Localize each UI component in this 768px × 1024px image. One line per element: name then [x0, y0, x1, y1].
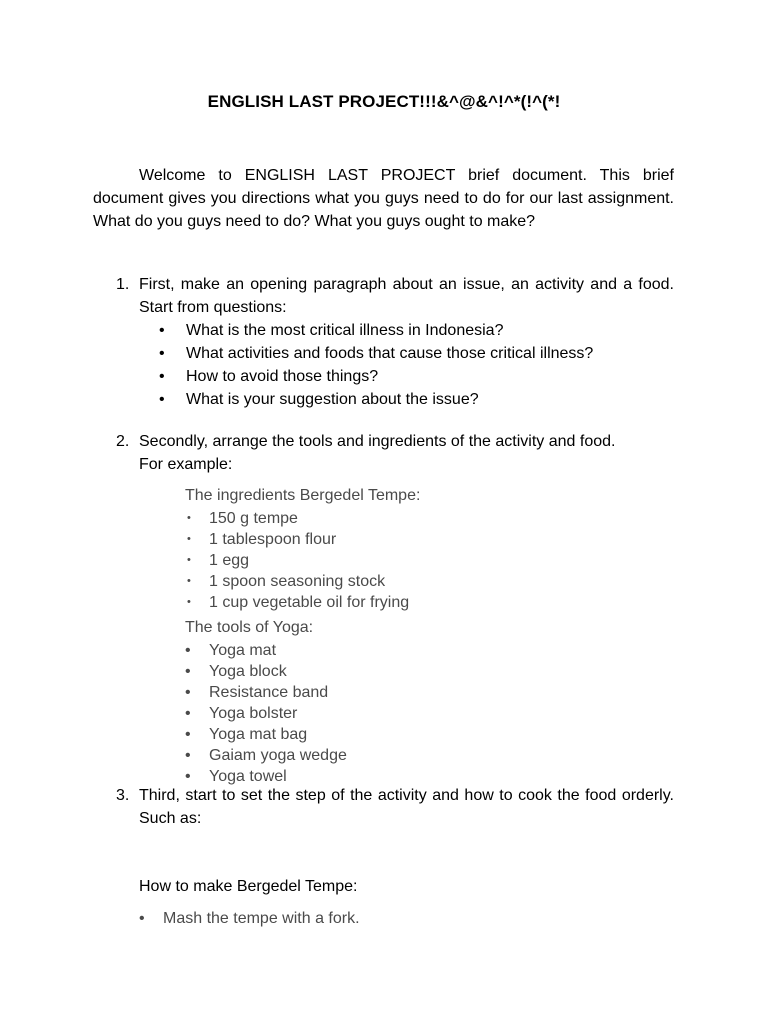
howto-heading: How to make Bergedel Tempe:: [139, 878, 358, 895]
list-item: • 1 egg: [187, 552, 250, 569]
bullet-icon: •: [187, 512, 191, 524]
bullet-icon: •: [185, 663, 191, 680]
bullet-icon: •: [159, 391, 165, 408]
list-item: • 1 spoon seasoning stock: [187, 573, 386, 590]
bullet-icon: •: [159, 345, 165, 362]
item-number: 2.: [116, 433, 130, 450]
bullet-icon: •: [187, 554, 191, 566]
bullet-icon: •: [187, 596, 191, 608]
list-item: • 1 tablespoon flour: [187, 531, 337, 548]
item-text-line: Secondly, arrange the tools and ingredients of the activity and food.: [139, 433, 616, 450]
list-item: • What is your suggestion about the issue?: [139, 388, 674, 411]
item-text: [139, 430, 674, 476]
ingredients-label: The ingredients Bergedel Tempe:: [185, 487, 421, 504]
bullet-icon: •: [139, 910, 145, 927]
bullet-icon: •: [159, 368, 165, 385]
tools-section: [185, 616, 347, 787]
bullet-icon: •: [185, 684, 191, 701]
question-list: [139, 319, 674, 411]
document-title: ENGLISH LAST PROJECT!!!&^@&^!^*(!^(*!: [207, 92, 561, 111]
item-text: Third, start to set the step of the activity and how to cook the food orderly. Such as:: [139, 787, 674, 827]
list-item: • Yoga mat bag: [185, 726, 308, 743]
item-text-line: Start from questions:: [139, 299, 287, 316]
tools-label: The tools of Yoga:: [185, 619, 314, 636]
list-item: • Yoga towel: [185, 768, 287, 785]
bullet-icon: •: [187, 533, 191, 545]
list-item: • Yoga bolster: [185, 705, 298, 722]
list-item: • Yoga block: [185, 663, 287, 680]
list-item: • Gaiam yoga wedge: [185, 747, 347, 764]
item-text-line: First, make an opening paragraph about an issue, an activity and a food.: [139, 276, 674, 293]
item-text: [139, 273, 674, 319]
bullet-icon: •: [185, 768, 191, 785]
bullet-icon: •: [185, 726, 191, 743]
bullet-icon: •: [185, 642, 191, 659]
tools-list: [185, 640, 347, 787]
step-text: Mash the tempe with a fork.: [163, 910, 360, 927]
list-item: • Yoga mat: [185, 642, 277, 659]
bullet-icon: •: [187, 575, 191, 587]
bullet-icon: •: [185, 705, 191, 722]
item-text-line: For example:: [139, 456, 233, 473]
bullet-icon: •: [159, 322, 165, 339]
item-number: 3.: [116, 787, 130, 804]
ingredients-list: [185, 508, 420, 613]
list-item: • What is the most critical illness in Indonesia?: [139, 319, 674, 342]
numbered-item-2: [116, 430, 674, 476]
intro-paragraph: Welcome to ENGLISH LAST PROJECT brief document. This brief document gives you directions what you guys need to do for our last assignment. What do you guys need to do? What you guys ought to make?: [93, 167, 674, 230]
list-item: • What activities and foods that cause those critical illness?: [139, 342, 674, 365]
list-item: • 1 cup vegetable oil for frying: [187, 594, 410, 611]
list-item: • How to avoid those things?: [139, 365, 674, 388]
ingredients-section: [185, 484, 420, 613]
list-item: • 150 g tempe: [187, 510, 298, 527]
item-number: 1.: [116, 276, 130, 293]
bullet-icon: •: [185, 747, 191, 764]
list-item: • Resistance band: [185, 684, 329, 701]
howto-step: [139, 907, 360, 930]
numbered-item-1: [116, 273, 674, 411]
numbered-item-3: [116, 784, 674, 830]
